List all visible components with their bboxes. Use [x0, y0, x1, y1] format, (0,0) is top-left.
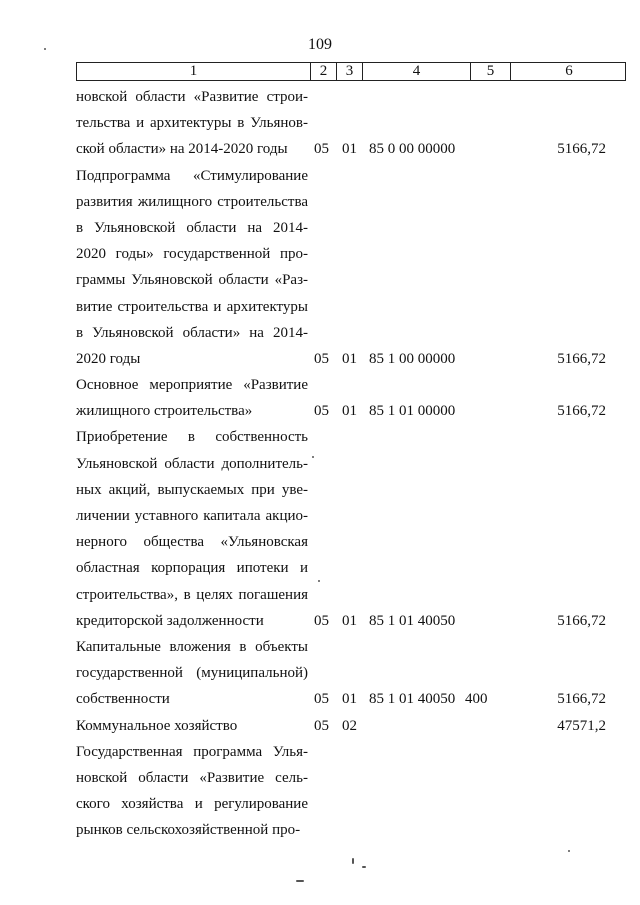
description-line: 2020 годы» государственной про-: [76, 246, 308, 263]
description-line: Ульяновской области дополнитель-: [76, 455, 308, 472]
row-codes: [0, 713, 640, 739]
description-line: ных акций, выпускаемых при уве-: [76, 481, 308, 498]
description-line: областная корпорация ипотеки и: [76, 560, 308, 577]
subsection-code: 01: [342, 612, 357, 629]
amount: 5166,72: [557, 141, 606, 158]
description-line: Государственная программа Улья-: [76, 743, 308, 760]
description-line: новской области «Развитие сель-: [76, 769, 308, 786]
description-line: рынков сельскохозяйственной про-: [76, 822, 301, 839]
scan-speck: [362, 866, 366, 868]
description-line: нерного общества «Ульяновская: [76, 534, 308, 551]
expense-type-code: 400: [465, 691, 488, 708]
table-row: [0, 372, 640, 424]
target-article-code: 85 0 00 00000: [369, 141, 456, 158]
section-code: 05: [314, 691, 329, 708]
subsection-code: 01: [342, 350, 357, 367]
description-line: тельства и архитектуры в Ульянов-: [76, 115, 308, 132]
section-code: 05: [314, 717, 329, 734]
description-line: жилищного строительства»: [76, 403, 253, 420]
target-article-code: 85 1 01 40050: [369, 612, 456, 629]
table-row: [0, 739, 640, 844]
description-line: в Ульяновской области» на 2014-: [76, 324, 308, 341]
row-codes: [0, 346, 640, 372]
description-line: развития жилищного строительства: [76, 193, 308, 210]
description-line: витие строительства и архитектуры: [76, 298, 308, 315]
description-line: ской области» на 2014-2020 годы: [76, 141, 288, 158]
section-code: 05: [314, 612, 329, 629]
description-line: Капитальные вложения в объекты: [76, 638, 308, 655]
table-body: [0, 84, 640, 843]
description-line: кредиторской задолженности: [76, 612, 264, 629]
row-codes: [0, 608, 640, 634]
amount: 5166,72: [557, 612, 606, 629]
scan-speck: [568, 850, 570, 852]
target-article-code: 85 1 01 00000: [369, 403, 456, 420]
section-code: 05: [314, 403, 329, 420]
description-line: Подпрограмма «Стимулирование: [76, 167, 308, 184]
section-code: 05: [314, 141, 329, 158]
amount: 47571,2: [557, 717, 606, 734]
scan-speck: [318, 580, 320, 582]
scan-speck: [312, 456, 314, 458]
column-header-2: 2: [311, 63, 337, 80]
subsection-code: 01: [342, 691, 357, 708]
table-row: [0, 163, 640, 373]
table-row: [0, 84, 640, 163]
amount: 5166,72: [557, 350, 606, 367]
scan-speck: [296, 880, 304, 882]
column-header-3: 3: [337, 63, 363, 80]
description-line: 2020 годы: [76, 350, 141, 367]
row-codes: [0, 136, 640, 162]
description-line: Приобретение в собственность: [76, 429, 308, 446]
amount: 5166,72: [557, 403, 606, 420]
table-row: [0, 713, 640, 739]
target-article-code: 85 1 01 40050: [369, 691, 456, 708]
table-row: [0, 634, 640, 713]
column-header-5: 5: [471, 63, 511, 80]
subsection-code: 02: [342, 717, 357, 734]
description-line: новской области «Развитие строи-: [76, 89, 308, 105]
scan-speck: [352, 858, 354, 864]
column-header-6: 6: [565, 63, 573, 79]
subsection-code: 01: [342, 141, 357, 158]
row-codes: [0, 817, 640, 843]
table-row: [0, 424, 640, 634]
column-header-1: 1: [77, 63, 311, 80]
table-header: [76, 62, 626, 81]
row-description: [76, 424, 308, 634]
row-codes: [0, 398, 640, 424]
subsection-code: 01: [342, 403, 357, 420]
description-line: строительства», в целях погашения: [76, 586, 308, 603]
section-code: 05: [314, 350, 329, 367]
description-line: Основное мероприятие «Развитие: [76, 377, 308, 394]
description-line: Коммунальное хозяйство: [76, 717, 238, 734]
target-article-code: 85 1 00 00000: [369, 350, 456, 367]
description-line: в Ульяновской области на 2014-: [76, 219, 308, 236]
amount: 5166,72: [557, 691, 606, 708]
column-header-4: 4: [363, 63, 471, 80]
scan-speck: [44, 48, 46, 50]
row-description: [76, 163, 308, 373]
description-line: граммы Ульяновской области «Раз-: [76, 272, 308, 289]
description-line: ского хозяйства и регулирование: [76, 796, 308, 813]
description-line: личении уставного капитала акцио-: [76, 508, 308, 524]
page-number: 109: [308, 36, 332, 53]
row-codes: [0, 686, 640, 712]
description-line: собственности: [76, 691, 170, 708]
description-line: государственной (муниципальной): [76, 665, 308, 682]
